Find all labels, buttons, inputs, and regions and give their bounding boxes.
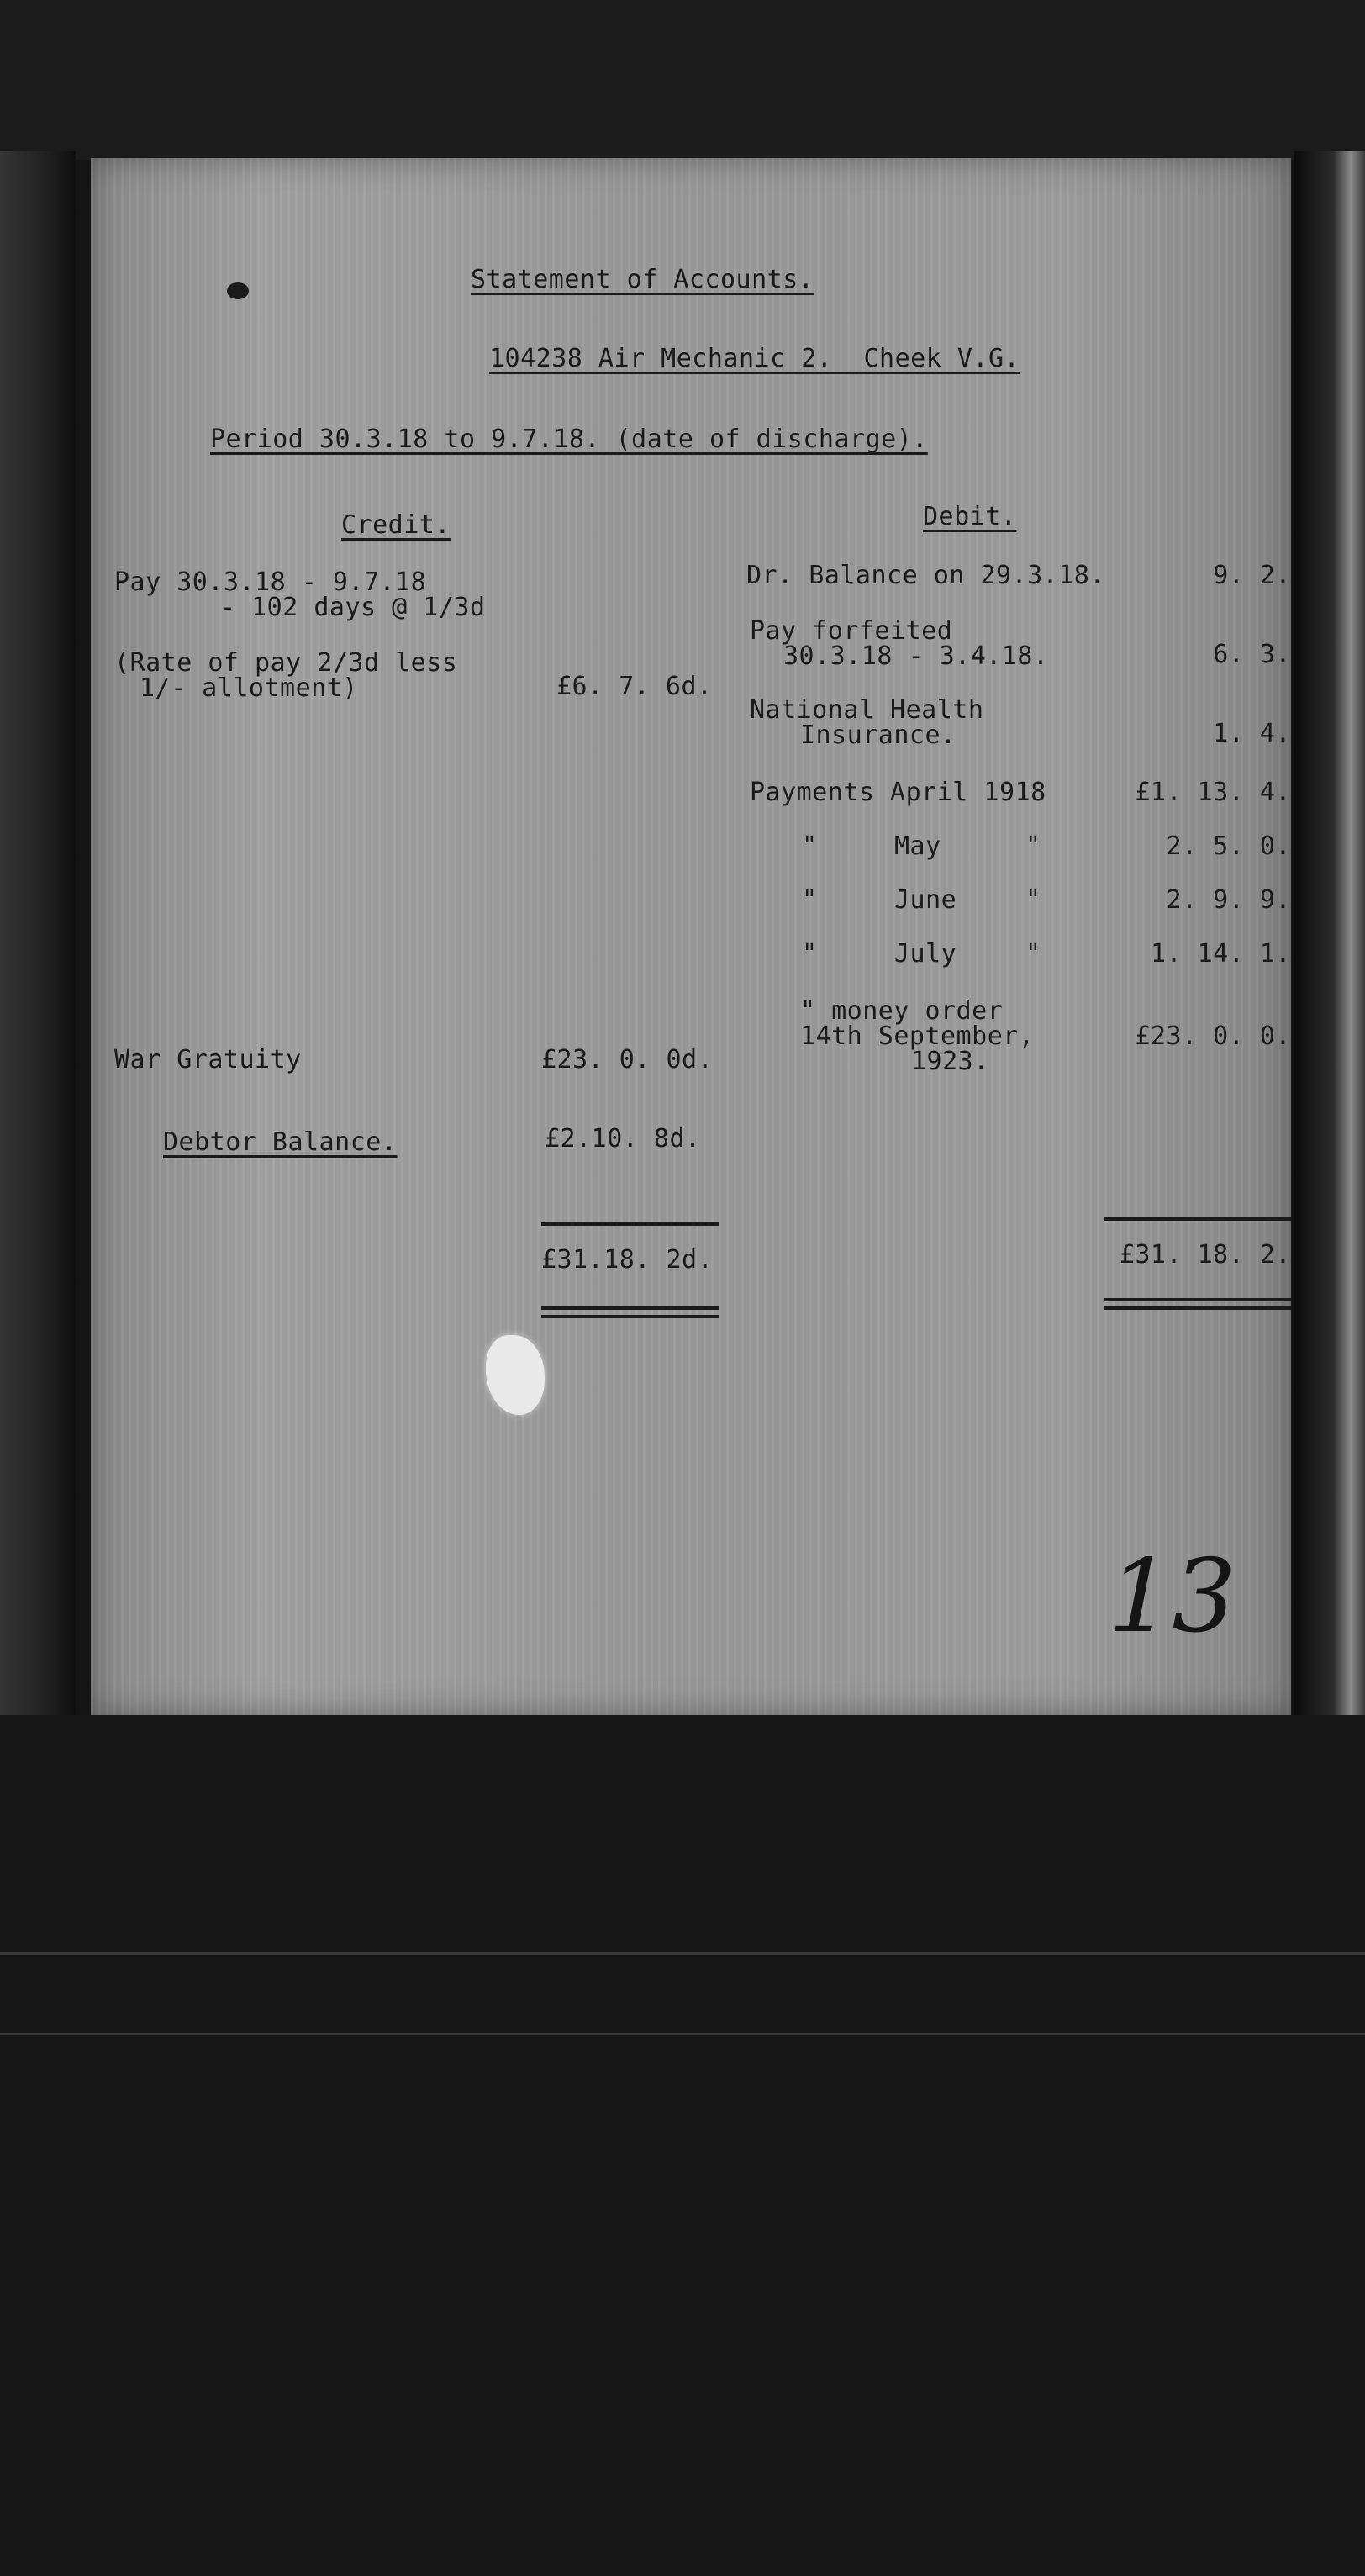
nhi-line2: Insurance.	[800, 721, 957, 750]
money-order-line1: " money order	[800, 996, 1004, 1026]
film-scratch-line	[0, 1952, 1365, 1955]
june-ditto: "	[1025, 885, 1041, 915]
nhi-amount: 1. 4.	[1213, 719, 1291, 748]
payments-april-label: Payments April 1918	[750, 778, 1046, 807]
money-order-line3: 1923.	[911, 1047, 989, 1076]
debit-total-rule-double2	[1104, 1306, 1291, 1310]
document-title: Statement of Accounts.	[471, 265, 814, 294]
money-order-line2: 14th September,	[800, 1021, 1035, 1051]
debit-total-rule-top	[1104, 1217, 1291, 1221]
june-ditto: "	[802, 885, 818, 915]
credit-pay-line1: Pay 30.3.18 - 9.7.18	[114, 567, 427, 597]
film-edge-left	[0, 151, 76, 1799]
film-blemish	[486, 1335, 545, 1415]
debit-total-rule-double1	[1104, 1298, 1291, 1301]
nhi-line1: National Health	[750, 695, 984, 725]
war-gratuity-amount: £23. 0. 0d.	[541, 1045, 714, 1074]
document-sheet	[91, 158, 1291, 1715]
film-scratch-line	[0, 2033, 1365, 2035]
credit-total-rule-double1	[541, 1306, 719, 1310]
may-amount: 2. 5. 0.	[1166, 831, 1291, 861]
july-label: July	[894, 939, 957, 969]
pay-forfeited-line1: Pay forfeited	[750, 616, 953, 646]
debtor-balance-label: Debtor Balance.	[163, 1127, 398, 1157]
credit-rate-line1: (Rate of pay 2/3d less	[114, 648, 458, 678]
document-period: Period 30.3.18 to 9.7.18. (date of discharge).	[210, 425, 928, 454]
credit-total-rule-top	[541, 1222, 719, 1226]
pay-forfeited-line2: 30.3.18 - 3.4.18.	[783, 641, 1049, 671]
june-amount: 2. 9. 9.	[1166, 885, 1291, 915]
handwritten-page-number: 13	[1108, 1539, 1236, 1655]
debit-heading: Debit.	[923, 502, 1017, 531]
credit-total-rule-double2	[541, 1315, 719, 1318]
may-label: May	[894, 831, 941, 861]
credit-heading: Credit.	[341, 510, 451, 540]
film-border-bottom	[0, 1715, 1365, 2576]
pay-forfeited-amount: 6. 3.	[1213, 640, 1291, 669]
film-border-top	[0, 0, 1365, 160]
june-label: June	[894, 885, 957, 915]
credit-pay-line2: - 102 days @ 1/3d	[220, 593, 486, 622]
july-ditto: "	[802, 939, 818, 969]
july-amount: 1. 14. 1.	[1150, 939, 1291, 969]
document-subject: 104238 Air Mechanic 2. Cheek V.G.	[489, 344, 1020, 373]
money-order-amount: £23. 0. 0.	[1135, 1021, 1291, 1051]
credit-rate-line2: 1/- allotment)	[140, 673, 358, 703]
dr-balance-label: Dr. Balance on 29.3.18.	[746, 561, 1105, 590]
film-edge-right	[1294, 151, 1365, 1799]
debtor-balance-amount: £2.10. 8d.	[545, 1124, 701, 1153]
payments-april-amount: £1. 13. 4.	[1135, 778, 1291, 807]
ink-speck	[227, 282, 249, 299]
war-gratuity-label: War Gratuity	[114, 1045, 302, 1074]
credit-pay-amount: £6. 7. 6d.	[556, 672, 713, 701]
july-ditto: "	[1025, 939, 1041, 969]
debit-total: £31. 18. 2.	[1119, 1240, 1291, 1270]
may-ditto: "	[1025, 831, 1041, 861]
dr-balance-amount: 9. 2.	[1213, 561, 1291, 590]
credit-total: £31.18. 2d.	[541, 1245, 714, 1275]
may-ditto: "	[802, 831, 818, 861]
